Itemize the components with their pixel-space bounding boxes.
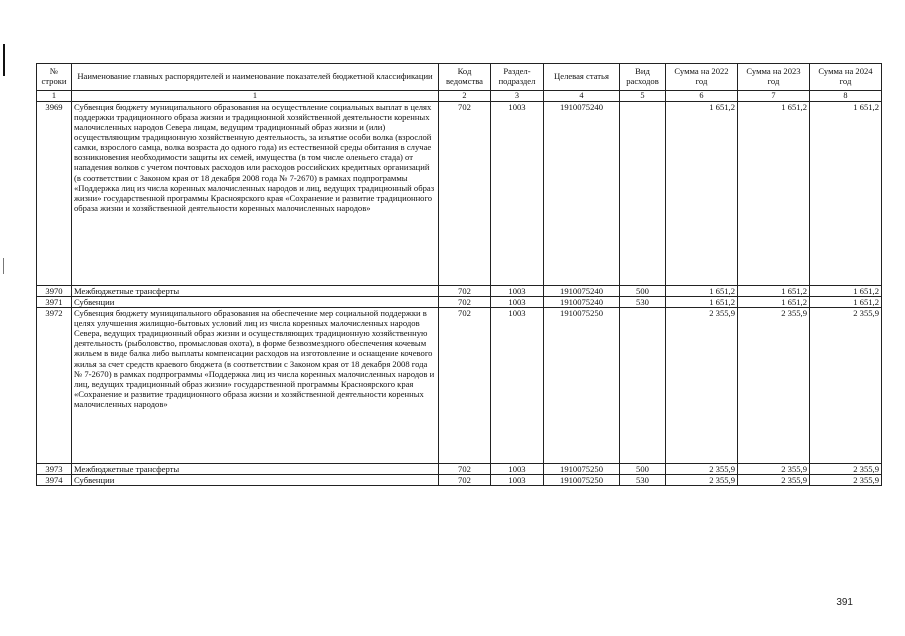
table-row xyxy=(37,285,882,296)
col-header-sum2023: Сумма на 2023 год xyxy=(738,64,810,91)
row-sum-2023: 1 651,2 xyxy=(738,285,810,296)
row-name: Субвенции xyxy=(72,474,439,485)
row-expense xyxy=(620,101,666,285)
row-article: 1910075250 xyxy=(544,463,620,474)
row-name: Межбюджетные трансферты xyxy=(72,463,439,474)
row-code: 702 xyxy=(439,463,491,474)
col-header-expense: Вид расходов xyxy=(620,64,666,91)
col-header-section: Раздел-подраздел xyxy=(491,64,544,91)
row-number: 3969 xyxy=(37,101,72,285)
col-header-name: Наименование главных распорядителей и наименование показателей бюджетной классификации xyxy=(72,64,439,91)
col-header-code: Код ведомства xyxy=(439,64,491,91)
row-number: 3974 xyxy=(37,474,72,485)
col-number: 3 xyxy=(491,91,544,102)
page-number: 391 xyxy=(836,597,853,608)
row-name: Субвенция бюджету муниципального образования на обеспечение мер социальной поддержки в целях улучшения жилищно-бытовых условий лиц из числа коренных малочисленных народов Севера, ведущих традиционный образ жизни и осуществляющих традиционную хозяйственную деятельность (рыболовство, промысловая охота), в форме безвозмездного обеспечения кочевым жильем в виде балка либо выплаты компенсации расходов на изготовление и оснащение кочевого жилья за счет средств краевого бюджета (в соответствии с Законом края от 18 декабря 2008 года № 7-2670) в рамках подпрограммы «Поддержка лиц из числа коренных малочисленных народов и лиц, ведущих традиционный образ жизни» государственной программы Красноярского края «Сохранение и развитие традиционного образа жизни и хозяйственной деятельности коренных малочисленных народов» xyxy=(72,307,439,463)
row-section: 1003 xyxy=(491,474,544,485)
row-sum-2022: 1 651,2 xyxy=(666,285,738,296)
col-number: 4 xyxy=(544,91,620,102)
col-header-article: Целевая статья xyxy=(544,64,620,91)
header-row xyxy=(37,64,882,91)
row-section: 1003 xyxy=(491,463,544,474)
row-article: 1910075240 xyxy=(544,296,620,307)
col-number: 1 xyxy=(72,91,439,102)
row-sum-2023: 1 651,2 xyxy=(738,101,810,285)
col-number: 2 xyxy=(439,91,491,102)
table-row xyxy=(37,474,882,485)
col-number: 5 xyxy=(620,91,666,102)
budget-table xyxy=(36,63,882,486)
row-section: 1003 xyxy=(491,101,544,285)
row-number: 3973 xyxy=(37,463,72,474)
row-article: 1910075250 xyxy=(544,474,620,485)
row-code: 702 xyxy=(439,101,491,285)
row-code: 702 xyxy=(439,307,491,463)
row-sum-2024: 2 355,9 xyxy=(810,463,882,474)
row-article: 1910075250 xyxy=(544,307,620,463)
row-name: Субвенции xyxy=(72,296,439,307)
table-row xyxy=(37,307,882,463)
col-number: 8 xyxy=(810,91,882,102)
col-header-sum2024: Сумма на 2024 год xyxy=(810,64,882,91)
row-sum-2024: 1 651,2 xyxy=(810,101,882,285)
row-sum-2023: 2 355,9 xyxy=(738,474,810,485)
row-sum-2024: 1 651,2 xyxy=(810,296,882,307)
row-code: 702 xyxy=(439,296,491,307)
row-sum-2024: 2 355,9 xyxy=(810,474,882,485)
row-sum-2024: 1 651,2 xyxy=(810,285,882,296)
row-sum-2022: 2 355,9 xyxy=(666,474,738,485)
row-expense: 530 xyxy=(620,474,666,485)
row-sum-2023: 1 651,2 xyxy=(738,296,810,307)
row-sum-2023: 2 355,9 xyxy=(738,463,810,474)
row-sum-2023: 2 355,9 xyxy=(738,307,810,463)
row-article: 1910075240 xyxy=(544,101,620,285)
row-number: 3972 xyxy=(37,307,72,463)
margin-tick xyxy=(3,258,4,274)
row-sum-2024: 2 355,9 xyxy=(810,307,882,463)
row-section: 1003 xyxy=(491,296,544,307)
table-row xyxy=(37,101,882,285)
row-sum-2022: 2 355,9 xyxy=(666,307,738,463)
row-sum-2022: 1 651,2 xyxy=(666,296,738,307)
row-expense xyxy=(620,307,666,463)
row-expense: 500 xyxy=(620,463,666,474)
row-expense: 500 xyxy=(620,285,666,296)
row-section: 1003 xyxy=(491,285,544,296)
row-sum-2022: 2 355,9 xyxy=(666,463,738,474)
column-number-row xyxy=(37,91,882,102)
row-number: 3971 xyxy=(37,296,72,307)
row-code: 702 xyxy=(439,474,491,485)
row-expense: 530 xyxy=(620,296,666,307)
row-sum-2022: 1 651,2 xyxy=(666,101,738,285)
col-header-sum2022: Сумма на 2022 год xyxy=(666,64,738,91)
row-name: Межбюджетные трансферты xyxy=(72,285,439,296)
col-header-num: № строки xyxy=(37,64,72,91)
col-number: 1 xyxy=(37,91,72,102)
table-row xyxy=(37,463,882,474)
row-article: 1910075240 xyxy=(544,285,620,296)
table-row xyxy=(37,296,882,307)
row-code: 702 xyxy=(439,285,491,296)
col-number: 7 xyxy=(738,91,810,102)
row-name: Субвенция бюджету муниципального образования на осуществление социальных выплат в целях поддержки традиционного образа жизни и традиционной хозяйственной деятельности коренных малочисленных народов Севера лицам, ведущим традиционный образ жизни и (или) осуществляющим традиционную хозяйственную деятельность, за изъятие особи волка (взрослой самки, взрослого самца, волка возраста до одного года) из естественной среды обитания в случае возникновения необходимости защиты их семей, имущества (в том числе оленьего стада) от нападения волков с учетом почтовых расходов или расходов российских кредитных организаций (в соответствии с Законом края от 18 декабря 2008 года № 7-2670) в рамках подпрограммы «Поддержка лиц из числа коренных малочисленных народов и лиц, ведущих традиционный образ жизни» государственной программы Красноярского края «Сохранение и развитие традиционного образа жизни и хозяйственной деятельности коренных малочисленных народов» xyxy=(72,101,439,285)
binding-mark xyxy=(3,44,5,76)
row-section: 1003 xyxy=(491,307,544,463)
row-number: 3970 xyxy=(37,285,72,296)
col-number: 6 xyxy=(666,91,738,102)
